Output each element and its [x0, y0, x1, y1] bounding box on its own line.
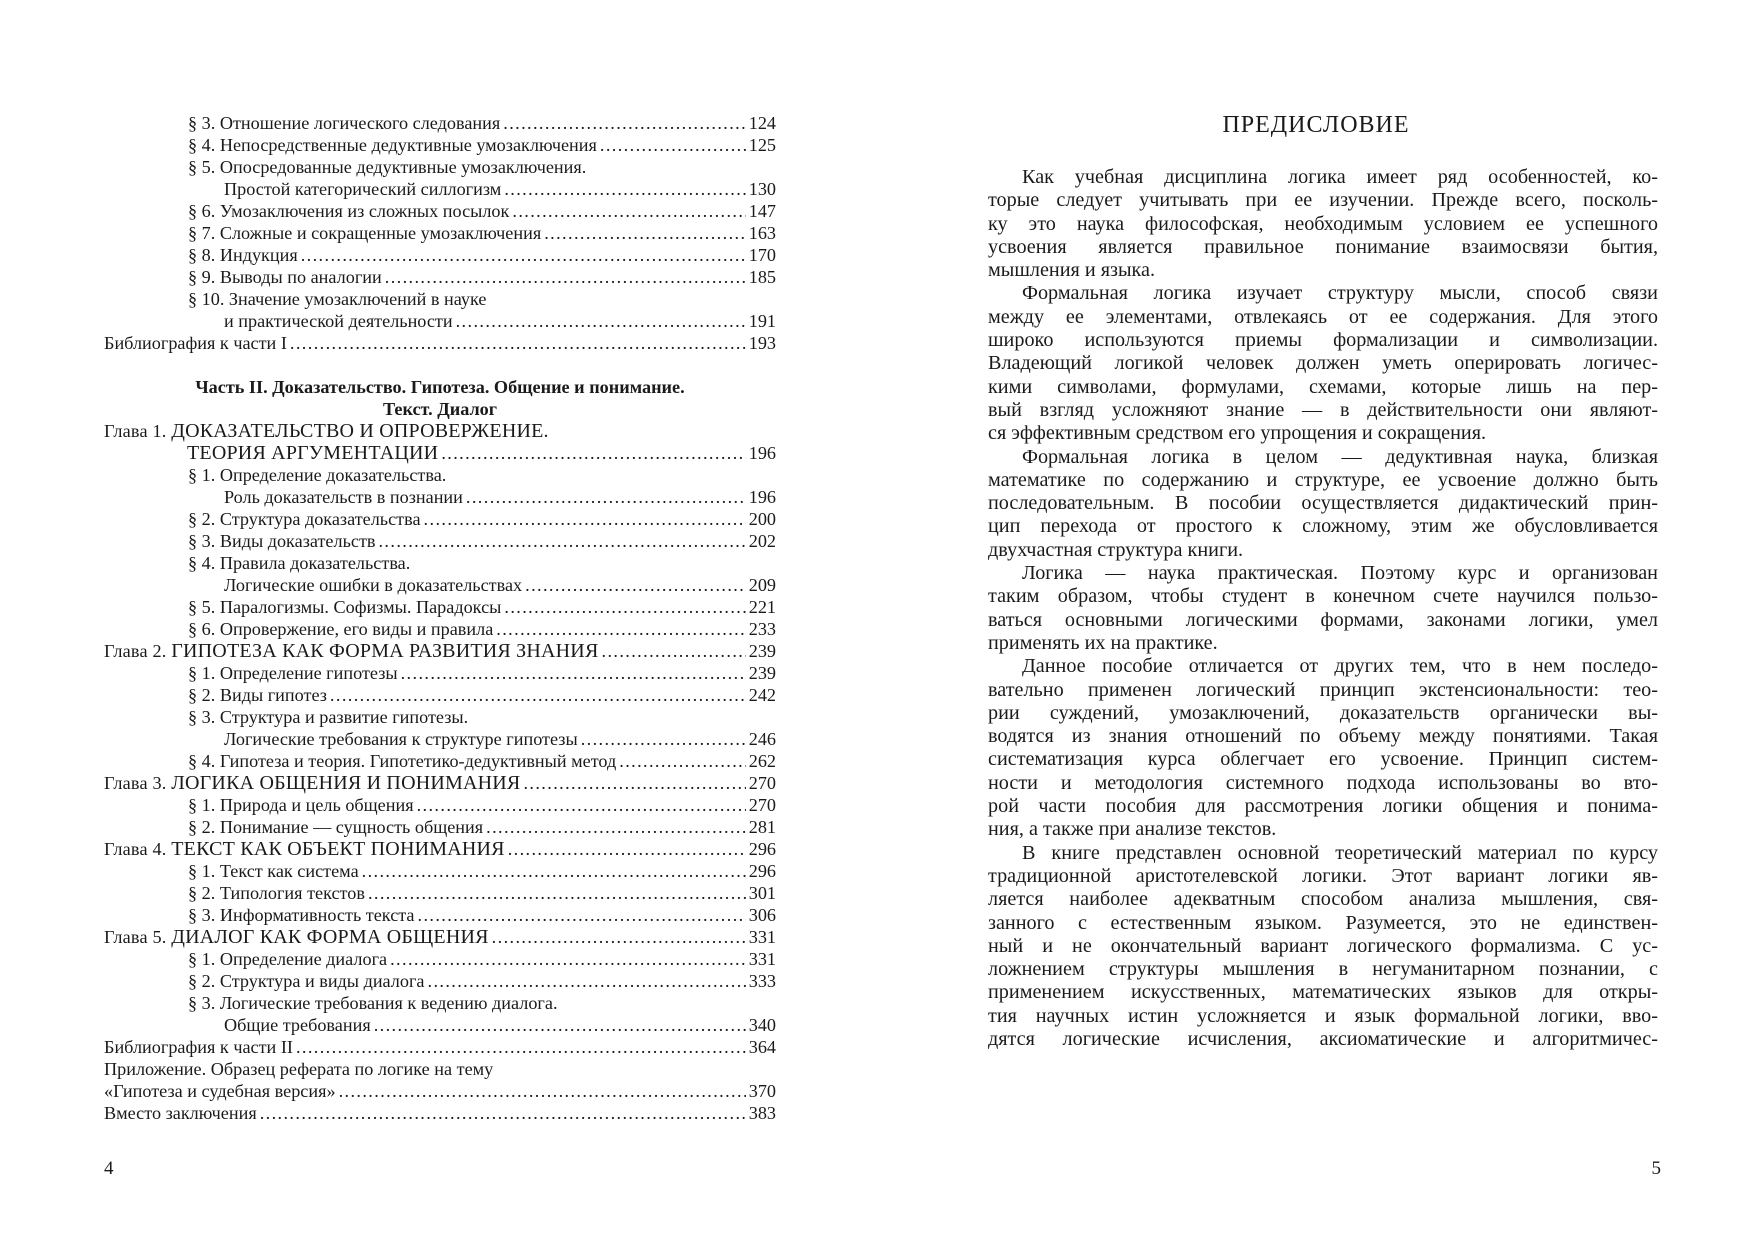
- dot-leader: [466, 486, 746, 508]
- preface-line: торые следует учитывать при ее изучении. Прежде всего, посколь-: [988, 189, 1658, 212]
- toc-entry-title: [104, 838, 505, 860]
- toc-entry-text: Глава 3.: [104, 773, 172, 793]
- toc-entry-title: [187, 442, 438, 464]
- toc-entry: [104, 266, 776, 288]
- toc-entry-title: [188, 750, 616, 772]
- toc-entry-text: § 2. Понимание — сущность общения: [188, 817, 484, 837]
- toc-entry-title: [188, 464, 446, 486]
- toc-entry: [104, 794, 776, 816]
- dot-leader: [260, 1102, 746, 1124]
- toc-entry-text: Глава 1.: [104, 421, 172, 441]
- part2-heading-line-2: Текст. Диалог: [382, 399, 498, 419]
- toc-entry-title: [104, 1058, 493, 1080]
- dot-leader: [428, 970, 746, 992]
- toc-page-number: 209: [748, 575, 776, 595]
- toc-entry-title: [104, 926, 489, 948]
- preface-line: последовательным. В пособии осуществляется дидактический прин-: [988, 492, 1658, 515]
- preface-line: водятся из знания отношений по объему между понятиями. Такая: [988, 725, 1658, 748]
- preface-line: Логика — наука практическая. Поэтому курс и организован: [1022, 562, 1658, 585]
- toc-entry-title: [188, 288, 486, 310]
- toc-entry-text: Простой категорический силлогизм: [224, 179, 502, 199]
- dot-leader: [602, 640, 746, 662]
- dot-leader: [424, 508, 746, 530]
- toc-entry-text: § 3. Структура и развитие гипотезы.: [188, 707, 469, 727]
- toc-entry-title: [224, 178, 501, 200]
- toc-entry: [104, 1036, 776, 1058]
- toc-entry: [104, 442, 776, 464]
- dot-leader: [330, 684, 746, 706]
- toc-entry: [104, 1102, 776, 1124]
- preface-line: применением искусственных, математических языков для откры-: [988, 981, 1658, 1004]
- dot-leader: [544, 222, 746, 244]
- toc-entry-text: Приложение. Образец реферата по логике на тему: [104, 1059, 494, 1079]
- toc-entry-title: [188, 200, 509, 222]
- toc-entry-title: [188, 992, 558, 1014]
- toc-page-number: 239: [748, 663, 776, 683]
- toc-page-number: 196: [748, 487, 776, 507]
- toc-page-number: 239: [748, 641, 776, 661]
- toc-entry: [104, 640, 776, 662]
- toc-entry-text: § 4. Гипотеза и теория. Гипотетико-дедуктивный метод: [188, 751, 617, 771]
- toc-entry-text: § 7. Сложные и сокращенные умозаключения: [188, 223, 542, 243]
- toc-entry: [104, 134, 776, 156]
- dot-leader: [525, 574, 746, 596]
- preface-line: ный и не окончательный вариант логического формализма. С ус-: [988, 934, 1658, 957]
- toc-page-number: 202: [748, 531, 776, 551]
- toc-page-number: 331: [748, 927, 776, 947]
- part2-heading-line-1: Часть II. Доказательство. Гипотеза. Общение и понимание.: [195, 377, 685, 397]
- dot-leader: [290, 332, 746, 354]
- toc-entry: [104, 992, 776, 1014]
- toc-entry: [104, 112, 776, 134]
- toc-entry-text: Глава 2.: [104, 641, 172, 661]
- toc-entry-text: § 1. Определение гипотезы: [188, 663, 398, 683]
- toc-entry-title: [188, 970, 425, 992]
- toc-entry-text: § 3. Логические требования к ведению диалога.: [188, 993, 558, 1013]
- dot-leader: [385, 266, 746, 288]
- toc-entry-title: [188, 222, 541, 244]
- toc-page-number: 281: [748, 817, 776, 837]
- toc-entry-title: [188, 530, 375, 552]
- toc-entry-title: [224, 728, 578, 750]
- toc-entry-title: [224, 310, 453, 332]
- preface-line: рой части пособия для рассмотрения логики общения и понима-: [988, 795, 1658, 818]
- toc-entry-title: [104, 772, 520, 794]
- toc-page-number: 333: [748, 971, 776, 991]
- toc-entry-text: Логические ошибки в доказательствах: [224, 575, 523, 595]
- dot-leader: [378, 530, 745, 552]
- dot-leader: [362, 860, 746, 882]
- toc-entry: [104, 1058, 776, 1080]
- toc-page-number: 185: [748, 267, 776, 287]
- left-page: [0, 0, 877, 1240]
- toc-entry-text: и практической деятельности: [224, 311, 453, 331]
- preface-line: ляется наиболее адекватным способом анализа мышления, свя-: [988, 888, 1658, 911]
- chapter-title: ТЕКСТ КАК ОБЪЕКТ ПОНИМАНИЯ: [171, 838, 505, 860]
- dot-leader: [581, 728, 746, 750]
- dot-leader: [418, 904, 746, 926]
- toc-page-number: 383: [748, 1103, 776, 1123]
- toc-page-number: 170: [748, 245, 776, 265]
- chapter-title: ДОКАЗАТЕЛЬСТВО И ОПРОВЕРЖЕНИЕ.: [171, 420, 549, 442]
- toc-entry: [104, 222, 776, 244]
- preface-title: ПРЕДИСЛОВИЕ: [1222, 112, 1410, 138]
- preface-line: математике по содержанию и структуре, ее усвоение должно быть: [988, 468, 1658, 491]
- toc-entry: [104, 728, 776, 750]
- toc-entry-text: § 1. Природа и цель общения: [188, 795, 414, 815]
- toc-page-number: 301: [748, 883, 776, 903]
- toc-entry-title: [188, 156, 586, 178]
- toc-entry: [104, 332, 776, 354]
- preface-line: ния, а также при анализе текстов.: [988, 818, 1277, 841]
- preface-line: занного с естественным языком. Разумеется, это не единствен-: [988, 911, 1658, 934]
- chapter-title: ЛОГИКА ОБЩЕНИЯ И ПОНИМАНИЯ: [171, 772, 521, 794]
- toc-entry-text: § 1. Текст как система: [188, 861, 359, 881]
- toc-page-number: 163: [748, 223, 776, 243]
- toc-entry-text: Общие требования: [224, 1015, 371, 1035]
- preface-line: двухчастная структура книги.: [988, 538, 1244, 561]
- toc-entry: [104, 552, 776, 574]
- dot-leader: [523, 772, 745, 794]
- toc-entry-title: [104, 1102, 257, 1124]
- dot-leader: [339, 1080, 746, 1102]
- toc-entry-title: [104, 1080, 336, 1102]
- toc-page-number: 147: [748, 201, 776, 221]
- toc-entry: [104, 772, 776, 794]
- page-number-right: 5: [1651, 1158, 1661, 1179]
- toc-page-number: 130: [748, 179, 776, 199]
- toc-entry-title: [188, 860, 359, 882]
- preface-line: вый взгляд усложняют знание — в действительности они являют-: [988, 398, 1658, 421]
- toc-entry: [104, 508, 776, 530]
- preface-paragraph: [988, 562, 1658, 655]
- preface-line: цип перехода от простого к сложному, этим же обусловливается: [988, 515, 1658, 538]
- toc-entry: [104, 156, 776, 178]
- toc-part1-section: [104, 112, 776, 354]
- toc-page-number: 196: [748, 443, 776, 463]
- toc-entry-text: § 5. Паралогизмы. Софизмы. Парадоксы: [188, 597, 502, 617]
- right-page: [877, 0, 1755, 1240]
- dot-leader: [456, 310, 746, 332]
- chapter-title: ТЕОРИЯ АРГУМЕНТАЦИИ: [187, 442, 439, 464]
- toc-page-number: 364: [748, 1037, 776, 1057]
- preface-line: между ее элементами, отвлекаясь от ее содержания. Для этого: [988, 305, 1658, 328]
- toc-entry-title: [188, 112, 500, 134]
- dot-leader: [368, 882, 746, 904]
- toc-entry-title: [188, 816, 483, 838]
- toc-entry-text: § 2. Типология текстов: [188, 883, 365, 903]
- toc-entry-text: Глава 5.: [104, 927, 172, 947]
- toc-entry-title: [188, 684, 327, 706]
- toc-page-number: 370: [748, 1081, 776, 1101]
- preface-paragraph: [988, 282, 1658, 445]
- toc-entry-text: § 6. Опровержение, его виды и правила: [188, 619, 494, 639]
- toc-page-number: 242: [748, 685, 776, 705]
- page-number-left: 4: [104, 1158, 114, 1179]
- toc-entry: [104, 838, 776, 860]
- preface-line: кими символами, формулами, схемами, которые лишь на пер-: [988, 375, 1658, 398]
- toc-entry-title: [188, 244, 298, 266]
- toc-entry-text: Логические требования к структуре гипотезы: [224, 729, 578, 749]
- toc-entry-title: [188, 508, 421, 530]
- preface-line: Владеющий логикой человек должен уметь оперировать логичес-: [988, 352, 1658, 375]
- toc-entry: [104, 310, 776, 332]
- preface-paragraph: [988, 166, 1658, 282]
- toc-entry-text: § 9. Выводы по аналогии: [188, 267, 382, 287]
- toc-entry-title: [188, 948, 387, 970]
- toc-entry: [104, 816, 776, 838]
- dot-leader: [512, 200, 745, 222]
- toc-entry: [104, 1014, 776, 1036]
- toc-page-number: 193: [748, 333, 776, 353]
- preface-line: ложнением структуры мышления в негуманитарном познании, с: [988, 958, 1658, 981]
- preface-line: дятся логические исчисления, аксиоматические и алгоритмичес-: [988, 1027, 1658, 1050]
- toc-entry-title: [188, 794, 414, 816]
- toc-part2-section: [104, 420, 776, 1124]
- toc-page-number: 296: [748, 839, 776, 859]
- toc-entry-text: § 3. Информативность текста: [188, 905, 415, 925]
- chapter-title: ДИАЛОГ КАК ФОРМА ОБЩЕНИЯ: [171, 926, 489, 948]
- toc-entry-text: § 1. Определение диалога: [188, 949, 388, 969]
- toc-entry-text: § 8. Индукция: [188, 245, 298, 265]
- toc-page-number: 125: [748, 135, 776, 155]
- toc-page-number: 124: [748, 113, 776, 133]
- dot-leader: [401, 662, 746, 684]
- dot-leader: [508, 838, 746, 860]
- dot-leader: [504, 178, 745, 200]
- toc-entry-text: Библиография к части I: [104, 333, 287, 353]
- preface-paragraph: [988, 446, 1658, 562]
- dot-leader: [301, 244, 746, 266]
- toc-entry: [104, 948, 776, 970]
- preface-paragraph: [988, 655, 1658, 841]
- preface-line: тия научных истин усложняется и язык формальной логики, вво-: [988, 1004, 1658, 1027]
- preface-line: ваться основными логическими формами, законами логики, умел: [988, 608, 1658, 631]
- toc-entry: [104, 464, 776, 486]
- toc-page-number: 306: [748, 905, 776, 925]
- toc-entry-title: [188, 904, 415, 926]
- toc-entry: [104, 530, 776, 552]
- preface-line: В книге представлен основной теоретический материал по курсу: [1022, 841, 1658, 864]
- preface-line: рии суждений, умозаключений, доказательств органически вы-: [988, 701, 1658, 724]
- preface-line: Данное пособие отличается от других тем, что в нем последо-: [1022, 655, 1658, 678]
- preface-text: [988, 166, 1658, 1051]
- toc-entry: [104, 1080, 776, 1102]
- toc-entry: [104, 244, 776, 266]
- toc-entry: [104, 486, 776, 508]
- toc-entry-title: [104, 332, 287, 354]
- toc-page-number: 246: [748, 729, 776, 749]
- toc-entry: [104, 860, 776, 882]
- preface-paragraph: [988, 842, 1658, 1052]
- preface-line: ся эффективным средством его упрощения и сокращения.: [988, 422, 1487, 445]
- toc-entry-text: Вместо заключения: [104, 1103, 257, 1123]
- toc-entry: [104, 750, 776, 772]
- toc-entry-title: [104, 420, 549, 442]
- toc-page-number: 233: [748, 619, 776, 639]
- toc-entry: [104, 706, 776, 728]
- table-of-contents: [104, 112, 776, 1124]
- toc-entry-text: § 3. Отношение логического следования: [188, 113, 501, 133]
- dot-leader: [417, 794, 746, 816]
- preface-line: применять их на практике.: [988, 631, 1218, 654]
- toc-entry-title: [188, 618, 493, 640]
- dot-leader: [296, 1036, 746, 1058]
- toc-entry-title: [188, 882, 365, 904]
- preface-line: Формальная логика в целом — дедуктивная наука, близкая: [1022, 445, 1658, 468]
- toc-page-number: 296: [748, 861, 776, 881]
- toc-entry: [104, 970, 776, 992]
- toc-entry: [104, 882, 776, 904]
- toc-entry: [104, 574, 776, 596]
- toc-entry-text: § 4. Правила доказательства.: [188, 553, 411, 573]
- preface-line: вательно применен логический принцип экстенсиональности: тео-: [988, 678, 1658, 701]
- toc-page-number: 191: [748, 311, 776, 331]
- toc-entry: [104, 596, 776, 618]
- dot-leader: [503, 112, 745, 134]
- toc-entry-text: «Гипотеза и судебная версия»: [104, 1081, 336, 1101]
- toc-entry-title: [188, 134, 597, 156]
- toc-entry-text: § 4. Непосредственные дедуктивные умозаключения: [188, 135, 597, 155]
- preface-line: ку это наука философская, необходимым условием ее успешного: [988, 212, 1658, 235]
- preface-line: таким образом, чтобы студент в конечном счете научился пользо-: [988, 585, 1658, 608]
- toc-entry-title: [224, 486, 463, 508]
- toc-entry-title: [104, 1036, 293, 1058]
- toc-entry-text: § 2. Структура и виды диалога: [188, 971, 425, 991]
- toc-entry-text: Глава 4.: [104, 839, 172, 859]
- toc-entry: [104, 662, 776, 684]
- toc-entry: [104, 618, 776, 640]
- toc-entry-title: [188, 552, 410, 574]
- dot-leader: [600, 134, 746, 156]
- toc-entry-title: [224, 1014, 371, 1036]
- part2-heading: [104, 376, 776, 420]
- toc-entry-text: Библиография к части II: [104, 1037, 293, 1057]
- preface-line: Как учебная дисциплина логика имеет ряд особенностей, ко-: [1022, 166, 1658, 188]
- toc-entry-text: § 10. Значение умозаключений в науке: [188, 289, 487, 309]
- toc-entry: [104, 178, 776, 200]
- dot-leader: [504, 596, 745, 618]
- toc-entry-text: § 2. Виды гипотез: [188, 685, 327, 705]
- chapter-title: ГИПОТЕЗА КАК ФОРМА РАЗВИТИЯ ЗНАНИЯ: [171, 640, 599, 662]
- toc-page-number: 221: [748, 597, 776, 617]
- toc-entry-title: [104, 640, 599, 662]
- dot-leader: [619, 750, 745, 772]
- dot-leader: [390, 948, 746, 970]
- preface-line: широко используются приемы формализации и символизации.: [988, 329, 1658, 352]
- toc-entry-text: § 6. Умозаключения из сложных посылок: [188, 201, 510, 221]
- toc-entry-title: [188, 266, 382, 288]
- dot-leader: [441, 442, 745, 464]
- toc-entry: [104, 926, 776, 948]
- dot-leader: [496, 618, 745, 640]
- toc-entry: [104, 200, 776, 222]
- dot-leader: [374, 1014, 746, 1036]
- toc-entry-title: [188, 662, 398, 684]
- dot-leader: [492, 926, 746, 948]
- preface-line: ности и методология системного подхода использованы во вто-: [988, 771, 1658, 794]
- toc-page-number: 262: [748, 751, 776, 771]
- toc-entry-title: [188, 596, 501, 618]
- toc-entry-title: [224, 574, 522, 596]
- toc-page-number: 331: [748, 949, 776, 969]
- preface-line: систематизация курса облегчает его усвоение. Принцип систем-: [988, 748, 1658, 771]
- toc-page-number: 200: [748, 509, 776, 529]
- toc-page-number: 340: [748, 1015, 776, 1035]
- toc-entry-text: § 2. Структура доказательства: [188, 509, 421, 529]
- toc-entry-text: § 3. Виды доказательств: [188, 531, 376, 551]
- preface-line: усвоения является правильное понимание взаимосвязи бытия,: [988, 235, 1658, 258]
- toc-entry: [104, 420, 776, 442]
- toc-entry-text: § 5. Опосредованные дедуктивные умозаключения.: [188, 157, 587, 177]
- preface-line: традиционной аристотелевской логики. Этот вариант логики яв-: [988, 864, 1658, 887]
- toc-entry: [104, 904, 776, 926]
- toc-entry: [104, 684, 776, 706]
- toc-entry-text: Роль доказательств в познании: [224, 487, 463, 507]
- toc-entry-title: [188, 706, 468, 728]
- toc-entry-text: § 1. Определение доказательства.: [188, 465, 447, 485]
- dot-leader: [486, 816, 746, 838]
- preface-line: мышления и языка.: [988, 259, 1156, 282]
- toc-page-number: 270: [748, 773, 776, 793]
- preface-line: Формальная логика изучает структуру мысли, способ связи: [1022, 282, 1658, 305]
- toc-page-number: 270: [748, 795, 776, 815]
- toc-entry: [104, 288, 776, 310]
